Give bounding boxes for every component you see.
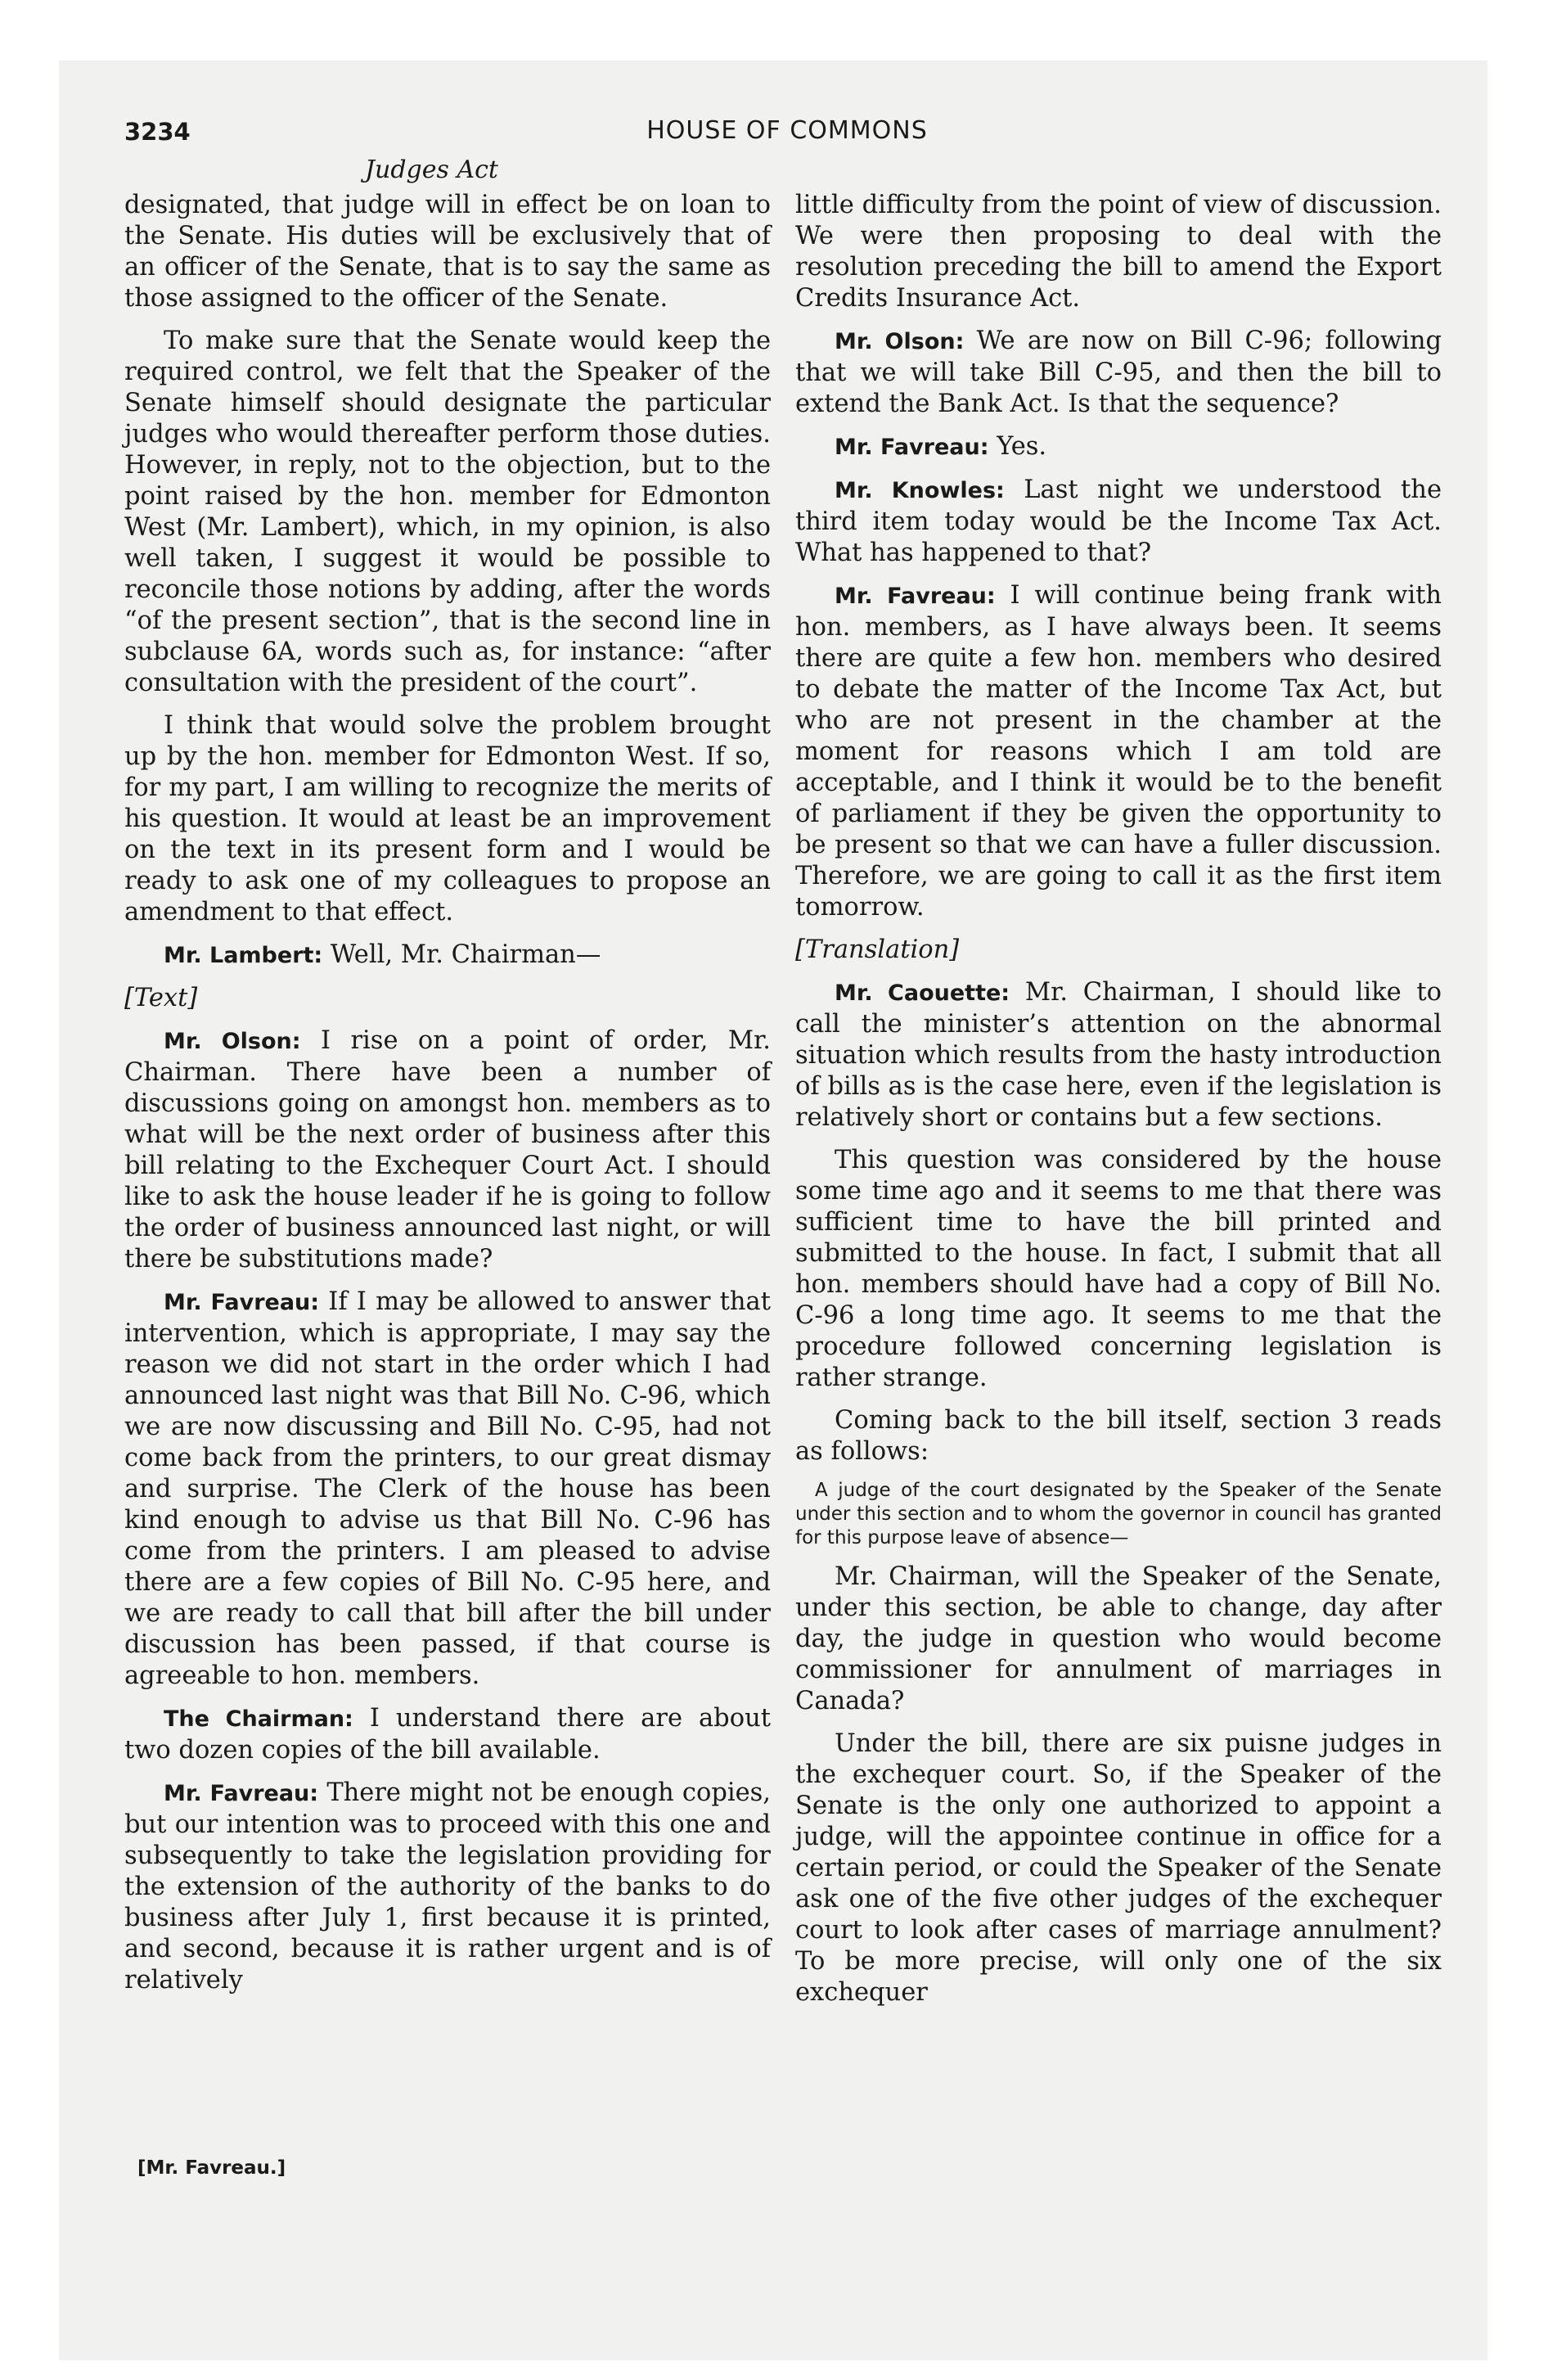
block-quote: A judge of the court designated by the Speaker of the Senate under this section and to whom the governor in council has granted for this purpose leave of absence—: [795, 1480, 1442, 1548]
speaker-name: Mr. Knowles:: [835, 478, 1005, 503]
speech-text: I rise on a point of order, Mr. Chairman. There have been a number of discussions going on amongst hon. members as to what will be the next order of business after this bill relating to the Exchequer Court Act. I should like to ask the house leader if he is going to follow the order of business announced last night, or will there be substitutions made?: [124, 1026, 771, 1273]
speaker-name: Mr. Favreau:: [835, 435, 989, 460]
speech: [795, 326, 1442, 420]
speaker-name: Mr. Olson:: [835, 329, 965, 354]
speech: [795, 475, 1442, 569]
speech-text: We are now on Bill C-96; following that we will take Bill C-95, and then the bill to extend the Bank Act. Is that the sequence?: [795, 327, 1442, 418]
speech-text: Yes.: [997, 432, 1047, 461]
paragraph: This question was considered by the house some time ago and it seems to me that there was sufficient time to have the bill printed and submitted to the house. In fact, I submit that all hon. members should have had a copy of Bill No. C-96 a long time ago. It seems to me that the procedure followed concerning legislation is rather strange.: [795, 1146, 1442, 1392]
speech-text: I will continue being frank with hon. members, as I have always been. It seems there are quite a few hon. members who desired to debate the matter of the Income Tax Act, but who are not present in the chamber at the moment for reasons which I am told are acceptable, and I think it would be to the benefit of parliament if they be given the opportunity to be present so that we can have a fuller discussion. Therefore, we are going to call it as the first item tomorrow.: [795, 581, 1442, 922]
paragraph: designated, that judge will in effect be on loan to the Senate. His duties will be exclusively that of an officer of the Senate, that is to say the same as those assigned to the officer of the Senate.: [124, 191, 771, 313]
right-column: [795, 190, 1442, 2020]
journal-title: HOUSE OF COMMONS: [646, 116, 928, 145]
speech: [124, 1778, 771, 1996]
page-header: [124, 115, 1450, 156]
footer-speaker-tag: [Mr. Favreau.]: [137, 2157, 286, 2179]
speaker-name: The Chairman:: [164, 1706, 353, 1732]
paragraph: Mr. Chairman, will the Speaker of the Senate, under this section, be able to change, day after day, the judge in question who would become commissioner for annulment of marriages in Canada?: [795, 1562, 1442, 1715]
speaker-name: Mr. Lambert:: [164, 943, 323, 968]
speech: [124, 1025, 771, 1275]
speech: [795, 977, 1442, 1134]
paragraph: I think that would solve the problem brought up by the hon. member for Edmonton West. If so, for my part, I am willing to recognize the merits of his question. It would at least be an improvement on the text in its present form and I would be ready to ask one of my colleagues to propose an amendment to that effect.: [124, 711, 771, 926]
running-head: Judges Act: [365, 156, 498, 184]
paragraph: Coming back to the bill itself, section 3 reads as follows:: [795, 1406, 1442, 1466]
speech-text: Last night we understood the third item today would be the Income Tax Act. What has happened to that?: [795, 476, 1442, 567]
speech-text: Mr. Chairman, I should like to call the minister’s attention on the abnormal situation which results from the hasty introduction of bills as is the case here, even if the legislation is relatively short or contains but a few sections.: [795, 978, 1442, 1132]
paragraph: Under the bill, there are six puisne judges in the exchequer court. So, if the Speaker of the Senate is the only one authorized to appoint a judge, will the appointee continue in office for a certain period, or could the Speaker of the Senate ask one of the five other judges of the exchequer court to look after cases of marriage annulment? To be more precise, will only one of the six exchequer: [795, 1729, 1442, 2007]
language-marker: [Text]: [124, 984, 198, 1012]
speech-text: If I may be allowed to answer that intervention, which is appropriate, I may say the reason we did not start in the order which I had announced last night was that Bill No. C-96, which we are now discussing and Bill No. C-95, had not come back from the printers, to our great dismay and surprise. The Clerk of the house has been kind enough to advise us that Bill No. C-96 has come from the printers. I am pleased to advise there are a few copies of Bill No. C-95 here, and we are ready to call that bill after the bill under discussion has been passed, if that course is agreeable to hon. members.: [124, 1287, 771, 1690]
speech-text: I understand there are about two dozen copies of the bill available.: [124, 1704, 771, 1765]
speaker-name: Mr. Favreau:: [835, 584, 996, 609]
speaker-name: Mr. Olson:: [164, 1029, 301, 1054]
speech: [795, 431, 1442, 463]
page-number: 3234: [124, 118, 191, 146]
speech: [795, 580, 1442, 923]
left-column: [124, 190, 771, 2008]
speaker-name: Mr. Favreau:: [164, 1781, 319, 1806]
speech: [124, 940, 771, 971]
speaker-name: Mr. Caouette:: [835, 980, 1010, 1006]
speech: [124, 1703, 771, 1766]
paragraph: To make sure that the Senate would keep the required control, we felt that the Speaker of the Senate himself should designate the particular judges who would thereafter perform those duties. However, in reply, not to the objection, but to the point raised by the hon. member for Edmonton West (Mr. Lambert), which, in my opinion, is also well taken, I suggest it would be possible to reconcile those notions by adding, after the words “of the present section”, that is the second line in subclause 6A, words such as, for instance: “after consultation with the president of the court”.: [124, 327, 771, 697]
speech: [124, 1287, 771, 1692]
paragraph: little difficulty from the point of view of discussion. We were then proposing to deal with the resolution preceding the bill to amend the Export Credits Insurance Act.: [795, 191, 1442, 313]
speech-text: There might not be enough copies, but our intention was to proceed with this one and subsequently to take the legislation providing for the extension of the authority of the banks to do business after July 1, first because it is printed, and second, because it is rather urgent and is of relatively: [124, 1778, 771, 1995]
speaker-name: Mr. Favreau:: [164, 1290, 320, 1315]
language-marker: [Translation]: [795, 935, 960, 964]
speech-text: Well, Mr. Chairman—: [330, 940, 601, 969]
